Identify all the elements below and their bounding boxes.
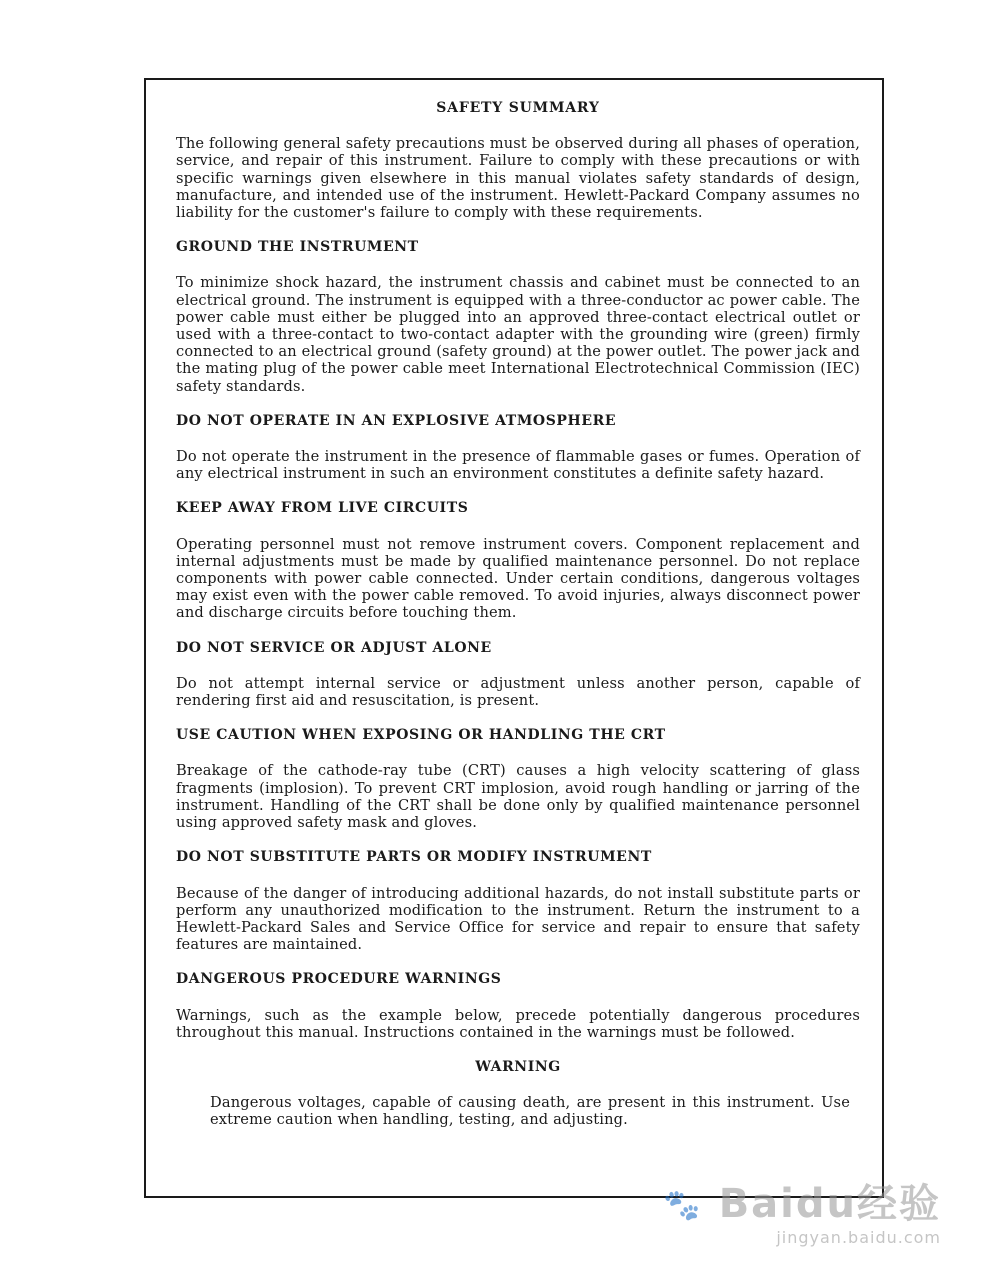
- page-title: SAFETY SUMMARY: [436, 100, 600, 116]
- section-heading-crt: USE CAUTION WHEN EXPOSING OR HANDLING THE CRT: [176, 727, 666, 744]
- intro-paragraph: The following general safety precautions must be observed during all phases of operation, service, and repair of this instrument. Failure to comply with these precautions or with specific warnings given elsewhere in this manual violates safety standards of design, manufacture, and intended use of the instrument. Hewlett-Packard Company assumes no liability for the customer's failure to comply with these requirements.: [176, 135, 860, 222]
- section-text-service-alone: Do not attempt internal service or adjustment unless another person, capable of rendering first aid and resuscitation, is present.: [176, 674, 860, 710]
- safety-summary-content: [176, 100, 860, 1129]
- section-heading-substitute-parts: DO NOT SUBSTITUTE PARTS OR MODIFY INSTRUMENT: [176, 849, 652, 866]
- section-heading-dangerous-procedures: DANGEROUS PROCEDURE WARNINGS: [176, 971, 502, 988]
- section-heading-explosive: DO NOT OPERATE IN AN EXPLOSIVE ATMOSPHERE: [176, 412, 617, 429]
- baidu-paw-icon: 🐾: [663, 1188, 703, 1223]
- baidu-watermark-url: jingyan.baidu.com: [776, 1228, 941, 1247]
- section-text-live-circuits: Operating personnel must not remove instrument covers. Component replacement and internal adjustments must be made by qualified maintenance personnel. Do not replace components with power cable connected. Under certain conditions, dangerous voltages may exist even with the power cable removed. To avoid injuries, always disconnect power and discharge circuits before touching them.: [176, 535, 860, 622]
- section-text-dangerous-procedures: Warnings, such as the example below, precede potentially dangerous procedures throughout this manual. Instructions contained in the warnings must be followed.: [176, 1006, 860, 1041]
- warning-title: WARNING: [475, 1058, 561, 1075]
- baidu-watermark-logo: [663, 1182, 941, 1228]
- section-text-substitute-parts: Because of the danger of introducing additional hazards, do not install substitute parts or perform any unauthorized modification to the instrument. Return the instrument to a Hewlett-Packard Sales and Service Office for service and repair to ensure that safety features are maintained.: [176, 884, 860, 954]
- baidu-watermark: [663, 1182, 941, 1248]
- section-text-crt: Breakage of the cathode-ray tube (CRT) causes a high velocity scattering of glass fragments (implosion). To prevent CRT implosion, avoid rough handling or jarring of the instrument. Handling of the CRT shall be done only by qualified maintenance personnel using approved safety mask and gloves.: [176, 762, 860, 832]
- section-heading-service-alone: DO NOT SERVICE OR ADJUST ALONE: [176, 639, 492, 656]
- baidu-watermark-logo-text: Baidu经验: [718, 1181, 941, 1227]
- section-heading-ground: GROUND THE INSTRUMENT: [176, 239, 419, 256]
- section-text-explosive: Do not operate the instrument in the presence of flammable gases or fumes. Operation of any electrical instrument in such an environment constitutes a definite safety hazard.: [176, 448, 860, 483]
- section-heading-live-circuits: KEEP AWAY FROM LIVE CIRCUITS: [176, 500, 469, 517]
- section-text-ground: To minimize shock hazard, the instrument chassis and cabinet must be connected to an electrical ground. The instrument is equipped with a three-conductor ac power cable. The power cable must either be plugged into an approved three-contact electrical outlet or used with a three-contact to two-contact adapter with the grounding wire (green) firmly connected to an electrical ground (safety ground) at the power outlet. The power jack and the mating plug of the power cable meet International Electrotechnical Commission (IEC) safety standards.: [176, 274, 860, 395]
- warning-text: Dangerous voltages, capable of causing death, are present in this instrument. Use extreme caution when handling, testing, and adjusting.: [210, 1094, 850, 1129]
